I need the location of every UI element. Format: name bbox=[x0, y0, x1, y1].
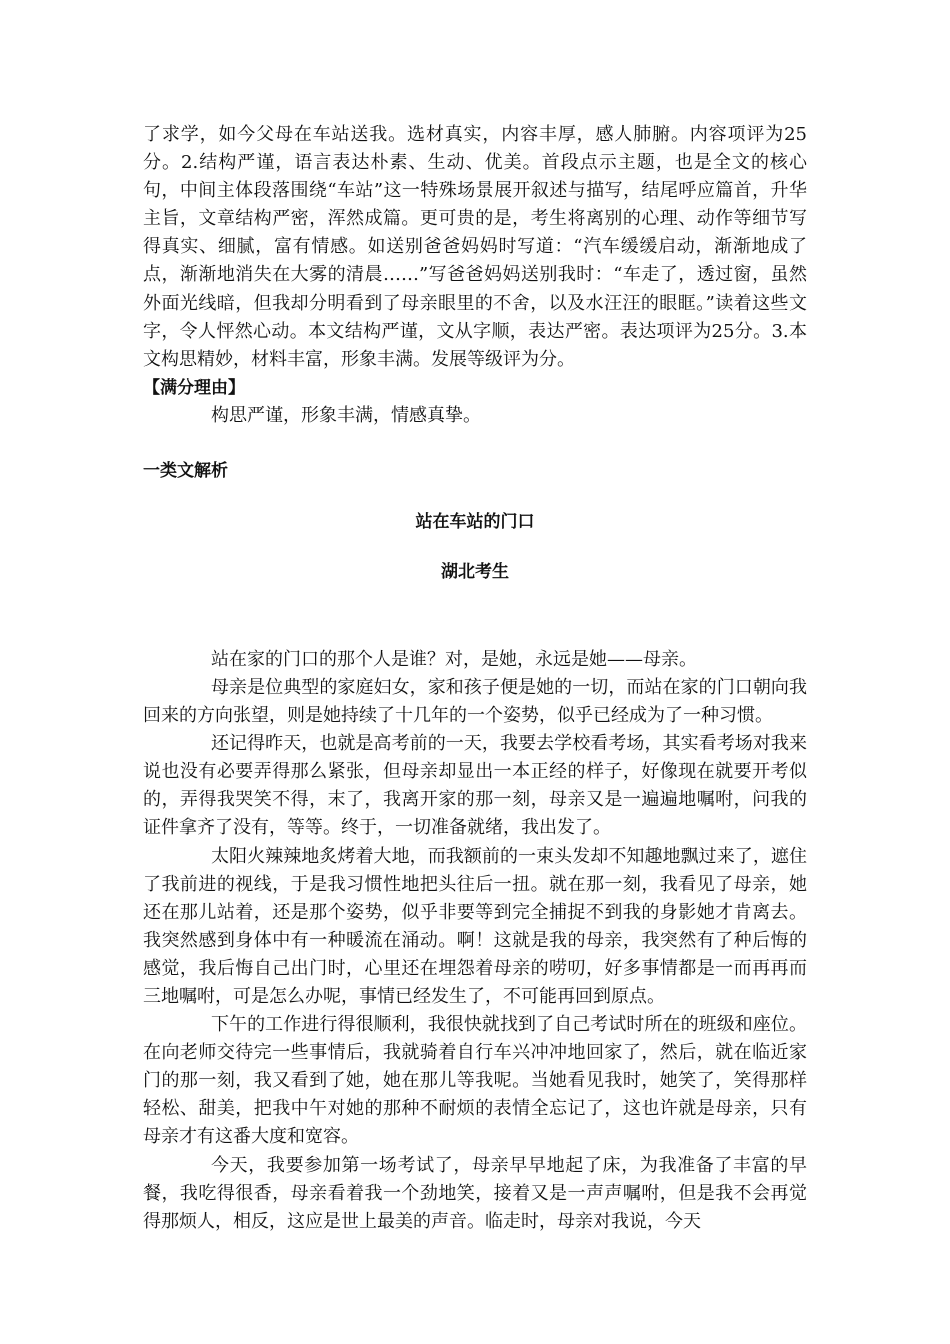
full-score-heading: 【满分理由】 bbox=[143, 377, 245, 398]
essay-paragraph: 站在家的门口的那个人是谁？对，是她，永远是她——母亲。 bbox=[211, 648, 697, 670]
essay-body bbox=[143, 646, 807, 1236]
section-heading: 一类文解析 bbox=[143, 460, 228, 481]
full-score-reason: 构思严谨，形象丰满，情感真挚。 bbox=[211, 404, 481, 426]
essay-paragraph: 母亲是位典型的家庭妇女，家和孩子便是她的一切，而站在家的门口朝向我回来的方向张望，则是她持续了十几年的一个姿势，似乎已经成为了一种习惯。 bbox=[143, 676, 807, 727]
essay-title: 站在车站的门口 bbox=[415, 511, 535, 532]
essay-paragraph: 今天，我要参加第一场考试了，母亲早早地起了床，为我准备了丰富的早餐，我吃得很香，母亲看着我一个劲地笑，接着又是一声声嘱咐，但是我不会再觉得那烦人，相反，这应是世上最美的声音。临走时，母亲对我说，今天 bbox=[143, 1154, 807, 1232]
essay-paragraph: 下午的工作进行得很顺利，我很快就找到了自己考试时所在的班级和座位。在向老师交待完一些事情后，我就骑着自行车兴冲冲地回家了，然后，就在临近家门的那一刻，我又看到了她，她在那儿等我呢。当她看见我时，她笑了，笑得那样轻松、甜美，把我中午对她的那种不耐烦的表情全忘记了，这也许就是母亲，只有母亲才有这番大度和宽容。 bbox=[143, 1014, 807, 1148]
essay-author: 湖北考生 bbox=[441, 561, 509, 582]
intro-paragraph: 了求学，如今父母在车站送我。选材真实，内容丰厚，感人肺腑。内容项评为25分。2.结构严谨，语言表达朴素、生动、优美。首段点示主题，也是全文的核心句，中间主体段落围绕“车站”这一特殊场景展开叙述与描写，结尾呼应篇首，升华主旨，文章结构严密，浑然成篇。更可贵的是，考生将离别的心理、动作等细节写得真实、细腻，富有情感。如送别爸爸妈妈时写道：“汽车缓缓启动，渐渐地成了点，渐渐地消失在大雾的清晨……”写爸爸妈妈送别我时：“车走了，透过窗，虽然外面光线暗，但我却分明看到了母亲眼里的不舍，以及水汪汪的眼眶。”读着这些文字，令人怦然心动。本文结构严谨，文从字顺，表达严密。表达项评为25分。3.本文构思精妙，材料丰富，形象丰满。发展等级评为分。 bbox=[143, 124, 807, 370]
essay-paragraph: 太阳火辣辣地炙烤着大地，而我额前的一束头发却不知趣地飘过来了，遮住了我前进的视线，于是我习惯性地把头往后一扭。就在那一刻，我看见了母亲，她还在那儿站着，还是那个姿势，似乎非要等到完全捕捉不到我的身影她才肯离去。我突然感到身体中有一种暖流在涌动。啊！这就是我的母亲，我突然有了种后悔的感觉，我后悔自己出门时，心里还在埋怨着母亲的唠叨，好多事情都是一而再再而三地嘱咐，可是怎么办呢，事情已经发生了，不可能再回到原点。 bbox=[143, 845, 807, 1007]
essay-paragraph: 还记得昨天，也就是高考前的一天，我要去学校看考场，其实看考场对我来说也没有必要弄得那么紧张，但母亲却显出一本正经的样子，好像现在就要开考似的，弄得我哭笑不得，末了，我离开家的那一刻，母亲又是一遍遍地嘱咐，问我的证件拿齐了没有，等等。终于，一切准备就绪，我出发了。 bbox=[143, 733, 807, 839]
